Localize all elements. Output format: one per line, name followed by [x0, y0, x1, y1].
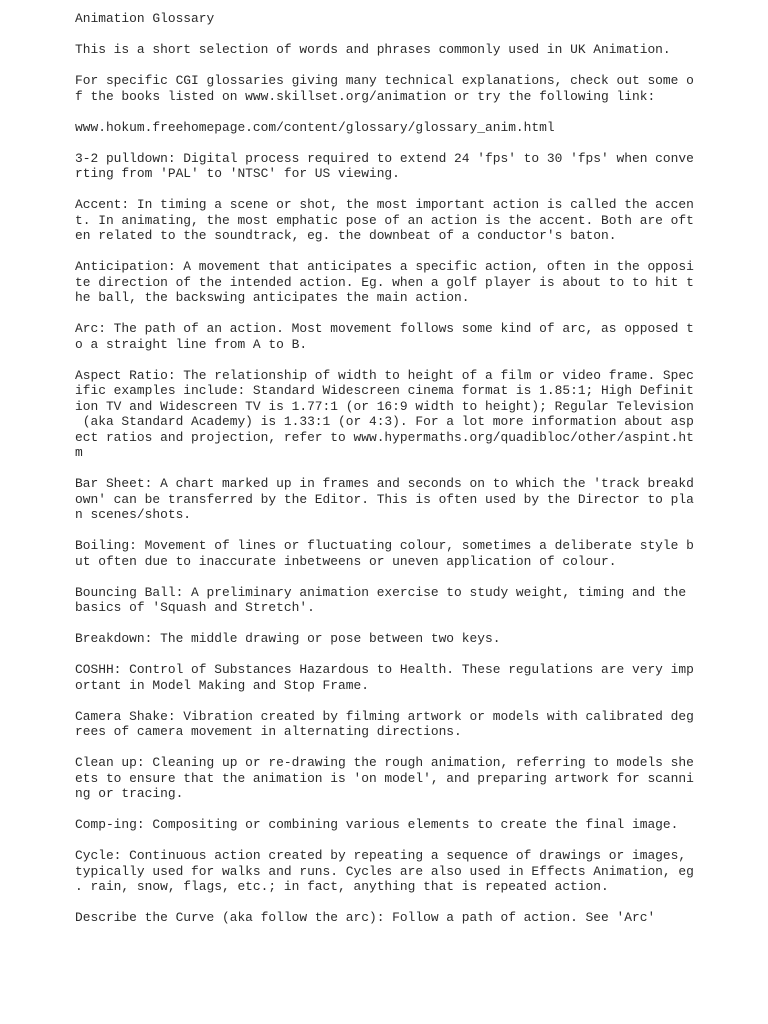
entry-bar-sheet: Bar Sheet: A chart marked up in frames and seconds on to which the 'track breakd own' can be transferred by the Editor. This is often used by the Director to pla n scenes/shots.	[75, 476, 694, 522]
entry-clean-up: Clean up: Cleaning up or re-drawing the rough animation, referring to models she ets to ensure that the animation is 'on model', and preparing artwork for scanni ng or tracing.	[75, 755, 694, 801]
document-page	[75, 11, 694, 941]
entry-cycle: Cycle: Continuous action created by repeating a sequence of drawings or images, typically used for walks and runs. Cycles are also used in Effects Animation, eg . rain, snow, flags, etc.; in fact, anything that is repeated action.	[75, 848, 694, 894]
entry-coshh: COSHH: Control of Substances Hazardous to Health. These regulations are very imp ortant in Model Making and Stop Frame.	[75, 662, 694, 693]
entry-describe-the-curve: Describe the Curve (aka follow the arc): Follow a path of action. See 'Arc'	[75, 910, 656, 925]
entry-arc: Arc: The path of an action. Most movement follows some kind of arc, as opposed t o a straight line from A to B.	[75, 321, 694, 352]
entry-comp-ing: Comp-ing: Compositing or combining various elements to create the final image.	[75, 817, 679, 832]
entry-breakdown: Breakdown: The middle drawing or pose between two keys.	[75, 631, 501, 646]
entry-accent: Accent: In timing a scene or shot, the most important action is called the accen t. In animating, the most emphatic pose of an action is the accent. Both are oft en related to the soundtrack, eg. the downbeat of a conductor's baton.	[75, 197, 694, 243]
glossary-url: www.hokum.freehomepage.com/content/glossary/glossary_anim.html	[75, 119, 555, 135]
entry-camera-shake: Camera Shake: Vibration created by filming artwork or models with calibrated deg rees of camera movement in alternating directions.	[75, 708, 694, 739]
document-title: Animation Glossary	[75, 11, 215, 26]
entry-aspect-ratio: Aspect Ratio: The relationship of width to height of a film or video frame. Spec ific examples include: Standard Widescreen cinema format is 1.85:1; High Definit ion TV and Widescreen TV is 1.77:1 (or 16:9 width to height); Regular Television (aka Standard Academy) is 1.33:1 (or 4:3). For a lot more information about asp ect ratios and projection, refer to www.hypermaths.org/quadibloc/other/aspint.ht m	[75, 367, 694, 460]
entry-3-2-pulldown: 3-2 pulldown: Digital process required to extend 24 'fps' to 30 'fps' when conve rting from 'PAL' to 'NTSC' for US viewing.	[75, 150, 694, 181]
glossary-links-paragraph: For specific CGI glossaries giving many technical explanations, check out some o f the books listed on www.skillset.org/animation or try the following link:	[75, 73, 694, 104]
entry-anticipation: Anticipation: A movement that anticipates a specific action, often in the opposi te direction of the intended action. Eg. when a golf player is about to to hit t he ball, the backswing anticipates the main action.	[75, 259, 694, 305]
entry-boiling: Boiling: Movement of lines or fluctuating colour, sometimes a deliberate style b ut often due to inaccurate inbetweens or uneven application of colour.	[75, 538, 694, 569]
entry-bouncing-ball: Bouncing Ball: A preliminary animation exercise to study weight, timing and the basics of 'Squash and Stretch'.	[75, 584, 687, 615]
intro-paragraph: This is a short selection of words and phrases commonly used in UK Animation.	[75, 42, 671, 57]
